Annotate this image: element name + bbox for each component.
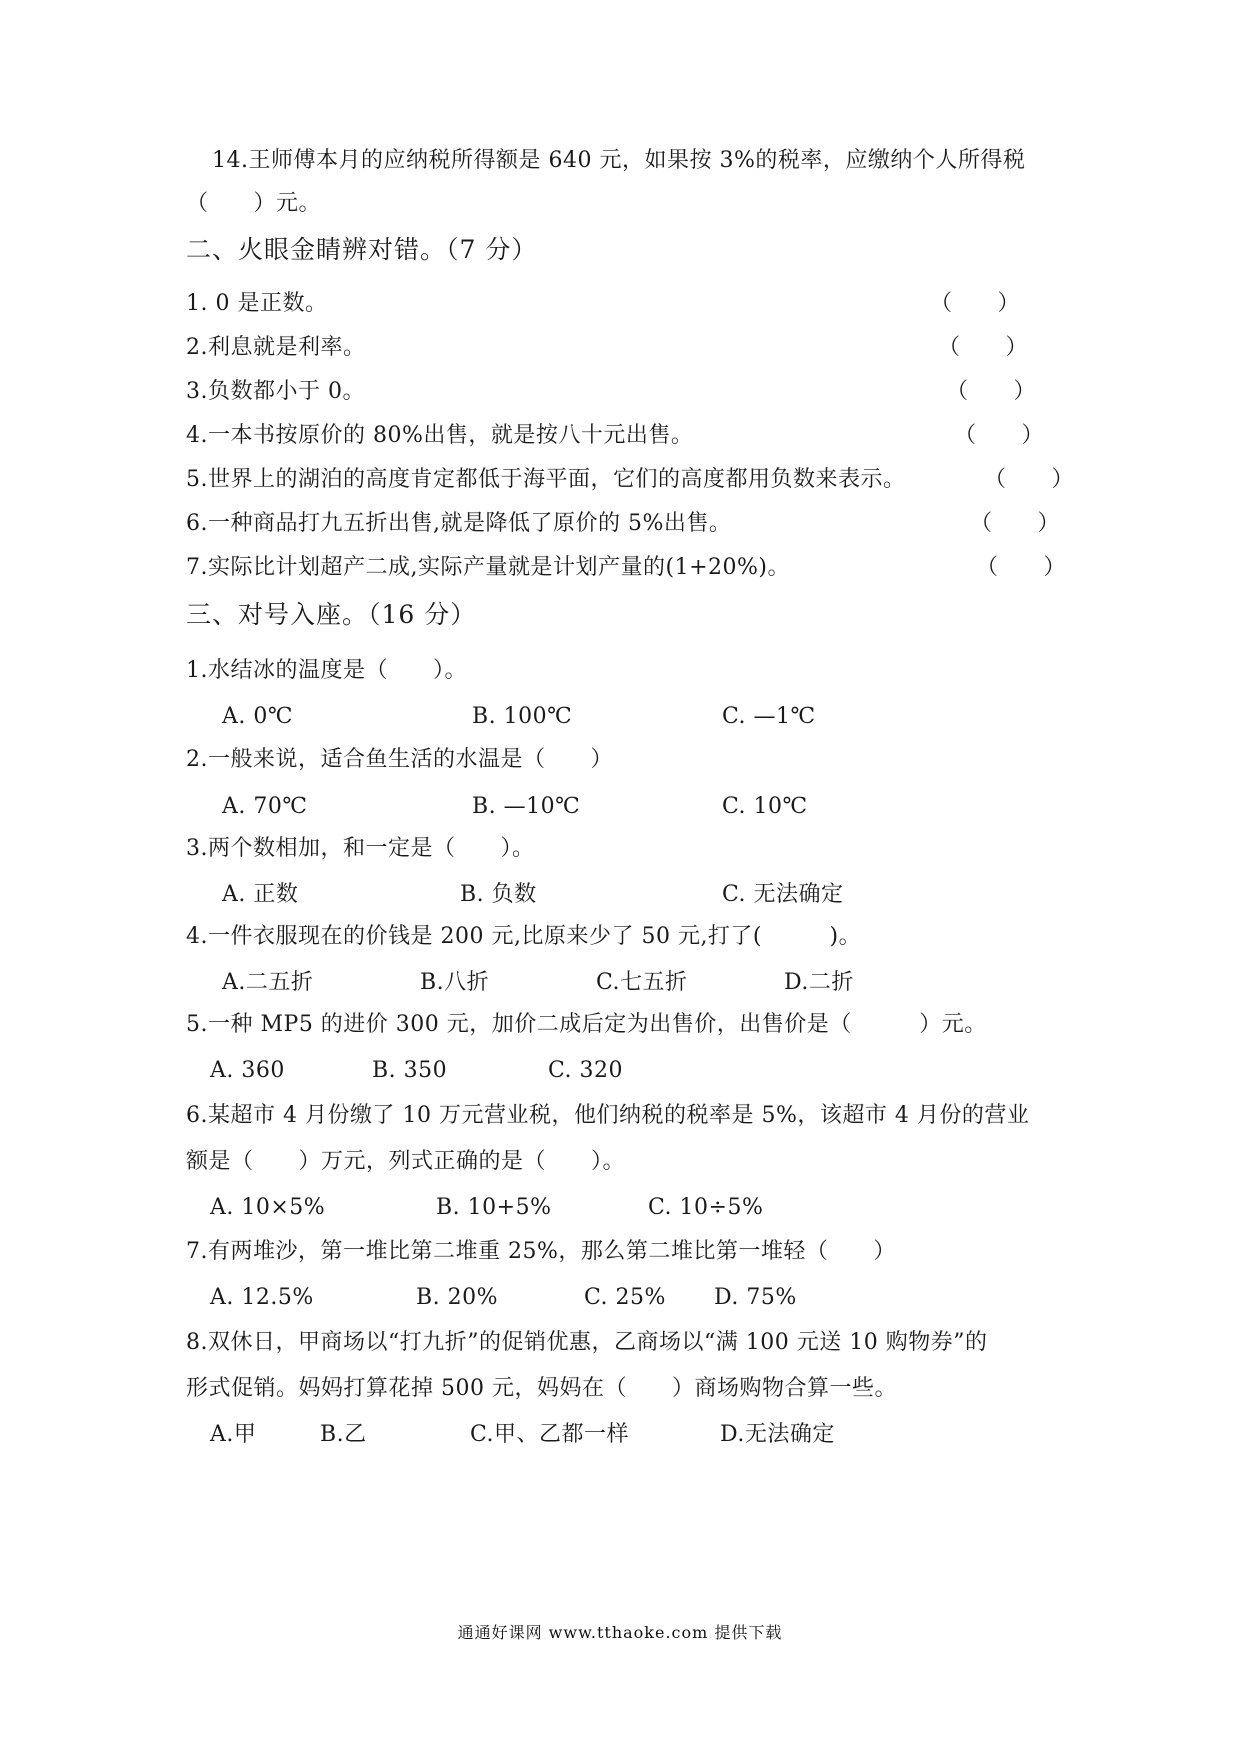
section2-title: 二、火眼金睛辨对错。（7 分） xyxy=(186,235,538,264)
mc-q2-option-c: C. 10℃ xyxy=(722,794,808,819)
q14-line2: （ ）元。 xyxy=(186,191,322,216)
mc-q7-option-b: B. 20% xyxy=(416,1285,499,1310)
mc-question-8: 8.双休日，甲商场以“打九折”的促销优惠，乙商场以“满 100 元送 10 购物券”的 xyxy=(186,1330,988,1355)
mc-question-5: 5.一种 MP5 的进价 300 元，加价二成后定为出售价，出售价是（ ）元。 xyxy=(186,1012,987,1037)
mc-q8-option-b: B.乙 xyxy=(320,1422,367,1447)
tf-item-1: 1. 0 是正数。 xyxy=(186,291,328,316)
mc-question-3: 3.两个数相加，和一定是（ ）。 xyxy=(186,836,535,861)
mc-q3-option-c: C. 无法确定 xyxy=(722,882,844,907)
mc-q1-option-b: B. 100℃ xyxy=(472,704,573,729)
tf-answer-paren-2: （ ） xyxy=(938,335,1029,360)
tf-item-5: 5.世界上的湖泊的高度肯定都低于海平面，它们的高度都用负数来表示。 xyxy=(186,467,906,492)
mc-question-1: 1.水结冰的温度是（ ）。 xyxy=(186,658,467,683)
mc-q3-option-b: B. 负数 xyxy=(460,882,537,907)
mc-q1-option-a: A. 0℃ xyxy=(222,704,293,729)
mc-q4-option-d: D.二折 xyxy=(784,970,854,995)
mc-q5-option-a: A. 360 xyxy=(210,1058,285,1083)
mc-q2-option-a: A. 70℃ xyxy=(222,794,308,819)
tf-answer-paren-6: （ ） xyxy=(970,511,1061,536)
section3-title: 三、对号入座。（16 分） xyxy=(186,600,477,629)
mc-q3-option-a: A. 正数 xyxy=(222,882,299,907)
mc-q7-option-c: C. 25% xyxy=(584,1285,666,1310)
mc-q8-option-d: D.无法确定 xyxy=(720,1422,835,1447)
mc-question-7: 7.有两堆沙，第一堆比第二堆重 25%，那么第二堆比第一堆轻（ ） xyxy=(186,1239,896,1264)
tf-item-7: 7.实际比计划超产二成,实际产量就是计划产量的(1+20%)。 xyxy=(186,555,790,580)
mc-q2-option-b: B. —10℃ xyxy=(472,794,581,819)
q14-line1: 14.王师傅本月的应纳税所得额是 640 元，如果按 3%的税率，应缴纳个人所得税 xyxy=(212,148,1026,173)
mc-q6-option-c: C. 10÷5% xyxy=(648,1195,764,1220)
tf-answer-paren-3: （ ） xyxy=(946,379,1037,404)
tf-item-2: 2.利息就是利率。 xyxy=(186,335,366,360)
mc-q1-option-c: C. —1℃ xyxy=(722,704,816,729)
mc-q4-option-a: A.二五折 xyxy=(222,970,314,995)
mc-question-6-cont: 额是（ ）万元，列式正确的是（ ）。 xyxy=(186,1149,626,1174)
mc-question-6: 6.某超市 4 月份缴了 10 万元营业税，他们纳税的税率是 5%，该超市 4 月份的营业 xyxy=(186,1103,1030,1128)
tf-item-4: 4.一本书按原价的 80%出售，就是按八十元出售。 xyxy=(186,423,694,448)
tf-answer-paren-1: （ ） xyxy=(930,291,1021,316)
mc-question-4: 4.一件衣服现在的价钱是 200 元,比原来少了 50 元,打了( )。 xyxy=(186,924,862,949)
mc-q7-option-a: A. 12.5% xyxy=(210,1285,314,1310)
mc-q6-option-a: A. 10×5% xyxy=(210,1195,326,1220)
mc-q5-option-c: C. 320 xyxy=(548,1058,624,1083)
mc-q4-option-b: B.八折 xyxy=(420,970,490,995)
mc-q8-option-c: C.甲、乙都一样 xyxy=(470,1422,630,1447)
tf-answer-paren-4: （ ） xyxy=(954,423,1045,448)
mc-q5-option-b: B. 350 xyxy=(372,1058,448,1083)
page-footer: 通通好课网 www.tthaoke.com 提供下载 xyxy=(457,1623,783,1642)
mc-question-8-cont: 形式促销。妈妈打算花掉 500 元，妈妈在（ ）商场购物合算一些。 xyxy=(186,1376,897,1401)
mc-question-2: 2.一般来说，适合鱼生活的水温是（ ） xyxy=(186,747,613,772)
tf-item-3: 3.负数都小于 0。 xyxy=(186,379,365,404)
mc-q8-option-a: A.甲 xyxy=(210,1422,257,1447)
mc-q4-option-c: C.七五折 xyxy=(596,970,688,995)
tf-answer-paren-7: （ ） xyxy=(976,555,1067,580)
tf-answer-paren-5: （ ） xyxy=(984,467,1075,492)
mc-q7-option-d: D. 75% xyxy=(714,1285,797,1310)
mc-q6-option-b: B. 10+5% xyxy=(436,1195,552,1220)
tf-item-6: 6.一种商品打九五折出售,就是降低了原价的 5%出售。 xyxy=(186,511,732,536)
